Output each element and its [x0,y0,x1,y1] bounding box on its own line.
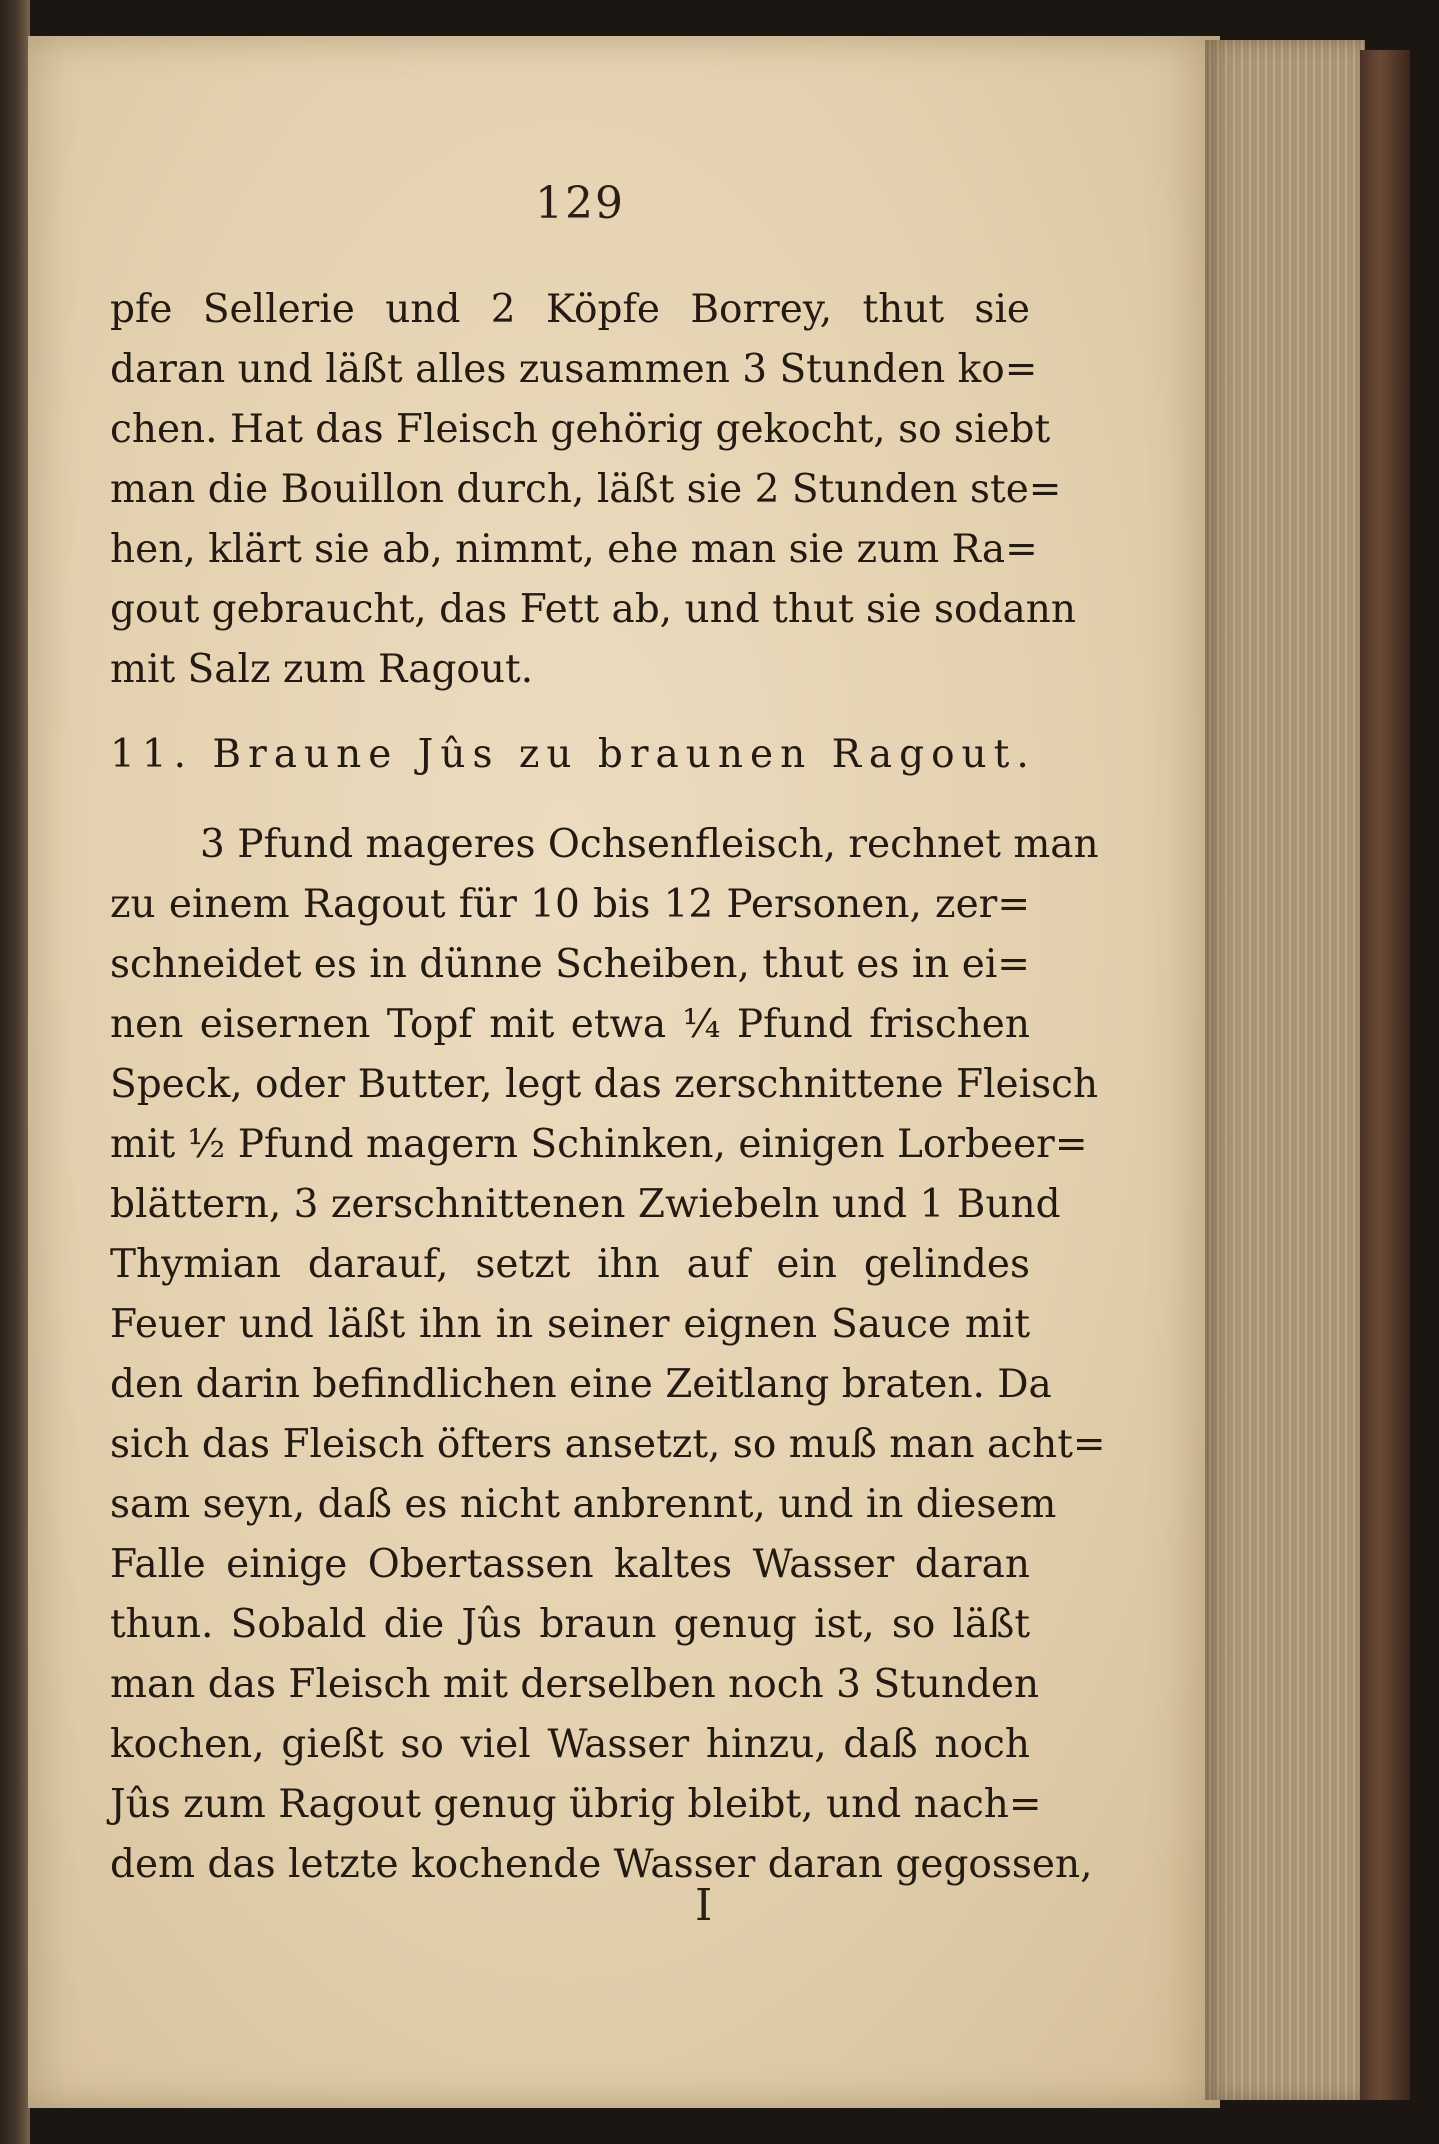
text-line: den darin befindlichen eine Zeitlang braten. Da [110,1362,1052,1407]
section-heading: 11. Braune Jûs zu braunen Ragout. [110,732,1036,777]
text-line: blättern, 3 zerschnittenen Zwiebeln und 1 Bund [110,1182,1061,1227]
signature-mark: I [695,1880,713,1931]
text-line: schneidet es in dünne Scheiben, thut es in ei= [110,942,1030,987]
text-line: zu einem Ragout für 10 bis 12 Personen, zer= [110,882,1030,927]
text-line: nen eisernen Topf mit etwa ¼ Pfund frischen [110,1002,1030,1047]
text-line: sam seyn, daß es nicht anbrennt, und in diesem [110,1482,1057,1527]
book-cover-edge [1360,50,1410,2100]
text-line: 3 Pfund mageres Ochsenfleisch, rechnet man [200,822,1099,867]
text-line: gout gebraucht, das Fett ab, und thut sie sodann [110,587,1076,632]
text-line: mit ½ Pfund magern Schinken, einigen Lorbeer= [110,1122,1088,1167]
text-line: Thymian darauf, setzt ihn auf ein gelindes [110,1242,1030,1287]
page-number: 129 [535,178,625,229]
text-line: daran und läßt alles zusammen 3 Stunden ko= [110,347,1038,392]
book-gutter [0,0,30,2144]
text-line: Feuer und läßt ihn in seiner eignen Sauce mit [110,1302,1030,1347]
text-line: dem das letzte kochende Wasser daran gegossen, [110,1842,1093,1887]
text-line: man das Fleisch mit derselben noch 3 Stunden [110,1662,1040,1707]
text-line: sich das Fleisch öfters ansetzt, so muß man acht= [110,1422,1106,1467]
text-line: Falle einige Obertassen kaltes Wasser daran [110,1542,1030,1587]
text-line: Jûs zum Ragout genug übrig bleibt, und nach= [110,1782,1042,1827]
text-line: mit Salz zum Ragout. [110,647,534,692]
page-edges [1205,40,1365,2100]
text-line: kochen, gießt so viel Wasser hinzu, daß noch [110,1722,1030,1767]
text-line: Speck, oder Butter, legt das zerschnittene Fleisch [110,1062,1099,1107]
text-line: chen. Hat das Fleisch gehörig gekocht, so siebt [110,407,1051,452]
text-line: hen, klärt sie ab, nimmt, ehe man sie zum Ra= [110,527,1038,572]
text-line: thun. Sobald die Jûs braun genug ist, so läßt [110,1602,1030,1647]
text-line: pfe Sellerie und 2 Köpfe Borrey, thut sie [110,287,1030,332]
text-line: man die Bouillon durch, läßt sie 2 Stunden ste= [110,467,1062,512]
